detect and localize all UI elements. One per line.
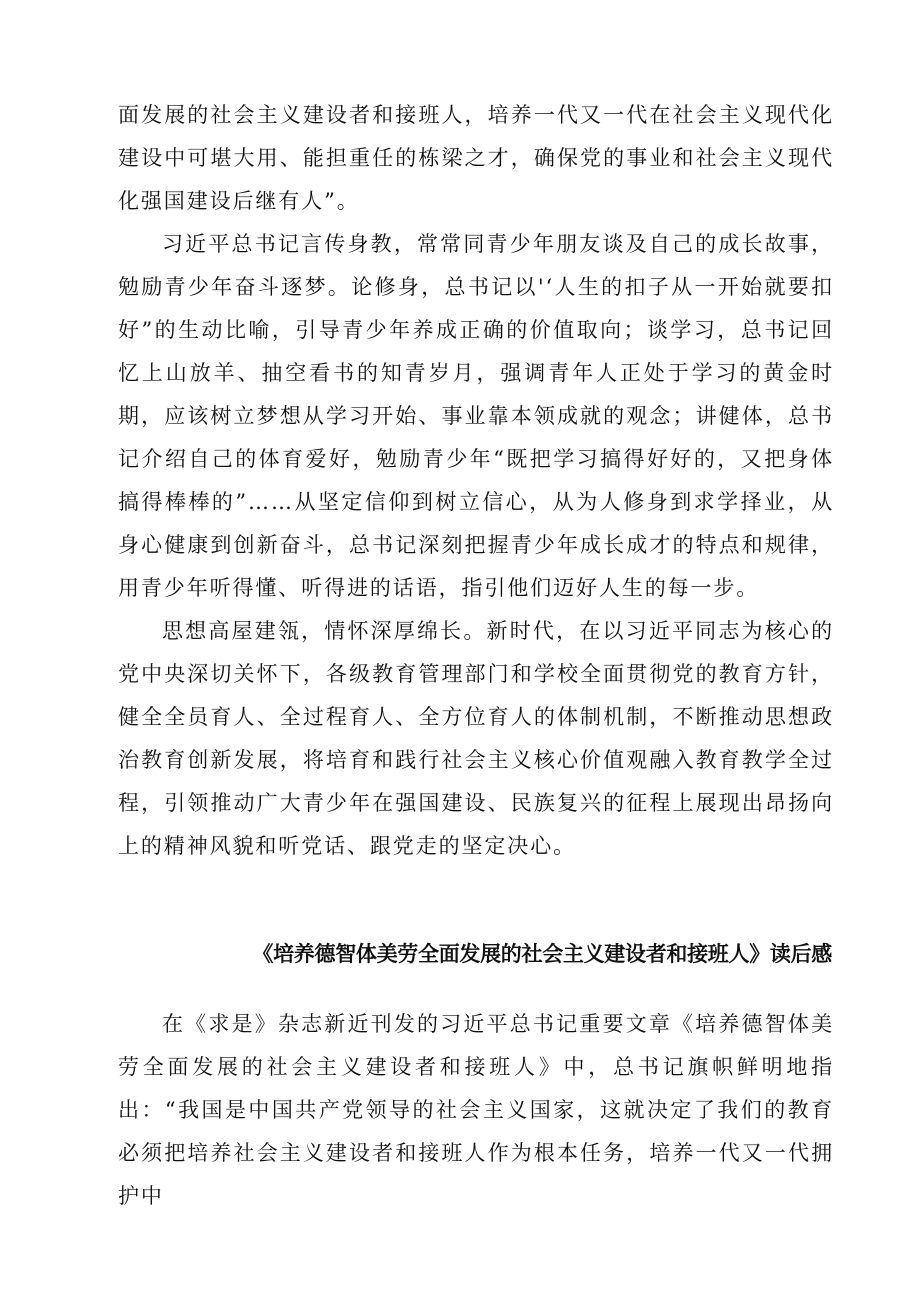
text-block-top	[118, 94, 834, 868]
paragraph: 在《求是》杂志新近刊发的习近平总书记重要文章《培养德智体美劳全面发展的社会主义建设者和接班人》中，总书记旗帜鲜明地指出：“我国是中国共产党领导的社会主义国家，这就决定了我们的教育必须把培养社会主义建设者和接班人作为根本任务，培养一代又一代拥护中	[118, 1012, 834, 1208]
section-heading: 《培养德智体美劳全面发展的社会主义建设者和接班人》读后感	[252, 942, 832, 966]
paragraph-continuation: 面发展的社会主义建设者和接班人，培养一代又一代在社会主义现代化建设中可堪大用、能担重任的栋梁之才，确保党的事业和社会主义现代化强国建设后继有人”。	[118, 103, 834, 213]
paragraph: 习近平总书记言传身教，常常同青少年朋友谈及自己的成长故事，勉励青少年奋斗逐梦。论修身，总书记以'‘人生的扣子从一开始就要扣好”的生动比喻，引导青少年养成正确的价值取向；谈学习，总书记回忆上山放羊、抽空看书的知青岁月，强调青年人正处于学习的黄金时期，应该树立梦想从学习开始、事业靠本领成就的观念；讲健体，总书记介绍自己的体育爱好，勉励青少年“既把学习搞得好好的，又把身体搞得棒棒的”……从坚定信仰到树立信心，从为人修身到求学择业，从身心健康到创新奋斗，总书记深刻把握青少年成长成才的特点和规律，用青少年听得懂、听得进的话语，指引他们迈好人生的每一步。	[118, 232, 834, 600]
text-block-bottom	[118, 1003, 834, 1218]
paragraph: 思想高屋建瓴，情怀深厚绵长。新时代，在以习近平同志为核心的党中央深切关怀下，各级教育管理部门和学校全面贯彻党的教育方针，健全全员育人、全过程育人、全方位育人的体制机制，不断推动思想政治教育创新发展，将培育和践行社会主义核心价值观融入教育教学全过程，引领推动广大青少年在强国建设、民族复兴的征程上展现出昂扬向上的精神风貌和听党话、跟党走的坚定决心。	[118, 619, 834, 858]
